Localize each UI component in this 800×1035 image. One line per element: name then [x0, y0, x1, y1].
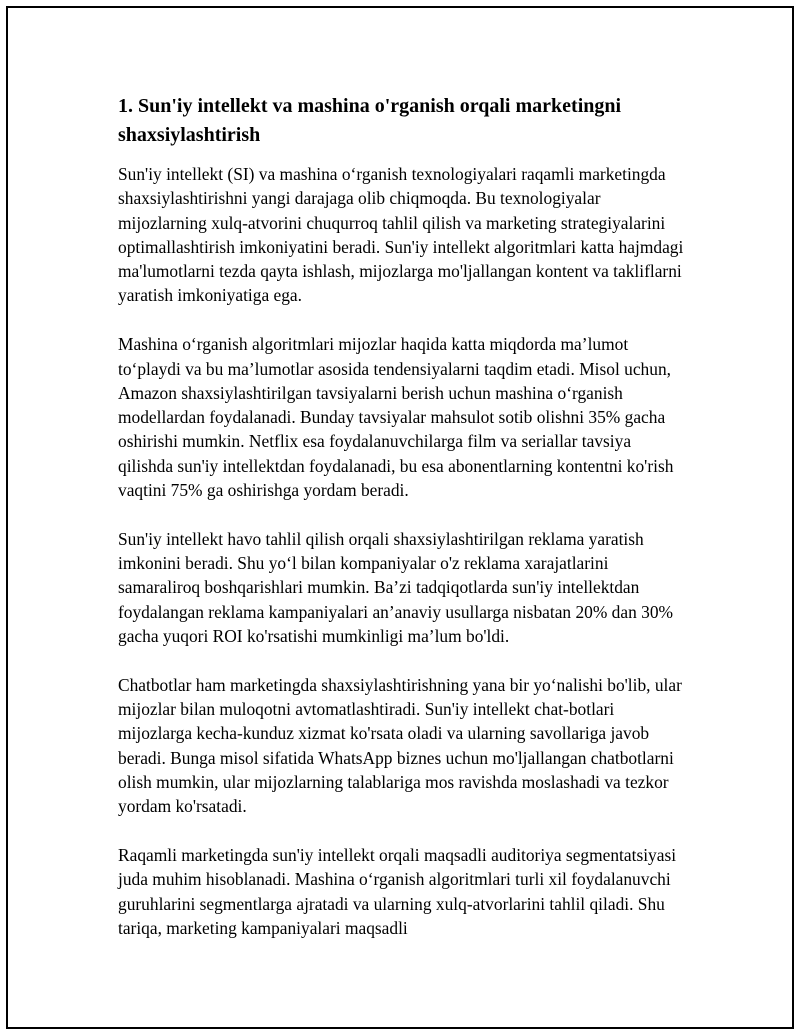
section-heading: 1. Sun'iy intellekt va mashina o'rganish orqali marketingni shaxsiylashtirish	[118, 95, 622, 146]
paragraph-intro: Sun'iy intellekt (SI) va mashina o‘rganish texnologiyalari raqamli marketingda shaxsiylashtirishni yangi darajaga olib chiqmoqda. Bu texnologiyalar mijozlarning xulq-atvorini chuqurroq tahlil qilish va marketing strategiyalarini optimallashtirish imkoniyatini beradi. Sun'iy intellekt algoritmlari katta hajmdagi ma'lumotlarni tezda qayta ishlash, mijozlarga mo'ljallangan kontent va takliflarni yaratish imkoniyatiga ega.	[118, 164, 684, 306]
paragraph-chatbots: Chatbotlar ham marketingda shaxsiylashtirishning yana bir yo‘nalishi bo'lib, ular mijozlar bilan muloqotni avtomatlashtiradi. Sun'iy intellekt chat-botlari mijozlarga kecha-kunduz xizmat ko'rsata oladi va ularning savollariga javob beradi. Bunga misol sifatida WhatsApp biznes uchun mo'ljallangan chatbotlarni olish mumkin, ular mijozlarning talablariga mos ravishda moslashadi va tezkor yordam ko'rsatadi.	[118, 674, 682, 817]
paragraph-segmentation: Raqamli marketingda sun'iy intellekt orqali maqsadli auditoriya segmentatsiyasi juda muhim hisoblanadi. Mashina o‘rganish algoritmlari turli xil foydalanuvchi guruhlarini segmentlarga ajratadi va ularning xulq-atvorlarini tahlil qiladi. Shu tariqa, marketing kampaniyalari maqsadli	[118, 845, 677, 939]
paragraph-machine-learning: Mashina o‘rganish algoritmlari mijozlar haqida katta miqdorda ma’lumot to‘playdi va bu ma’lumotlar asosida tendensiyalarni taqdim etadi. Misol uchun, Amazon shaxsiylashtirilgan tavsiyalarni berish uchun mashina o‘rganish modellardan foydalanadi. Bunday tavsiyalar mahsulot sotib olishni 35% gacha oshirishi mumkin. Netflix esa foydalanuvchilarga film va seriallar tavsiya qilishda sun'iy intellektdan foydalanadi, bu esa abonentlarning kontentni ko'rish vaqtini 75% ga oshirishga yordam beradi.	[118, 334, 674, 501]
document-body	[118, 92, 684, 965]
paragraph-advertising: Sun'iy intellekt havo tahlil qilish orqali shaxsiylashtirilgan reklama yaratish imkonini beradi. Shu yo‘l bilan kompaniyalar o'z reklama xarajatlarini samaraliroq boshqarishlari mumkin. Ba’zi tadqiqotlarda sun'iy intellektdan foydalangan reklama kampaniyalari an’anaviy usullarga nisbatan 20% dan 30% gacha yuqori ROI ko'rsatishi mumkinligi ma’lum bo'ldi.	[118, 528, 674, 647]
